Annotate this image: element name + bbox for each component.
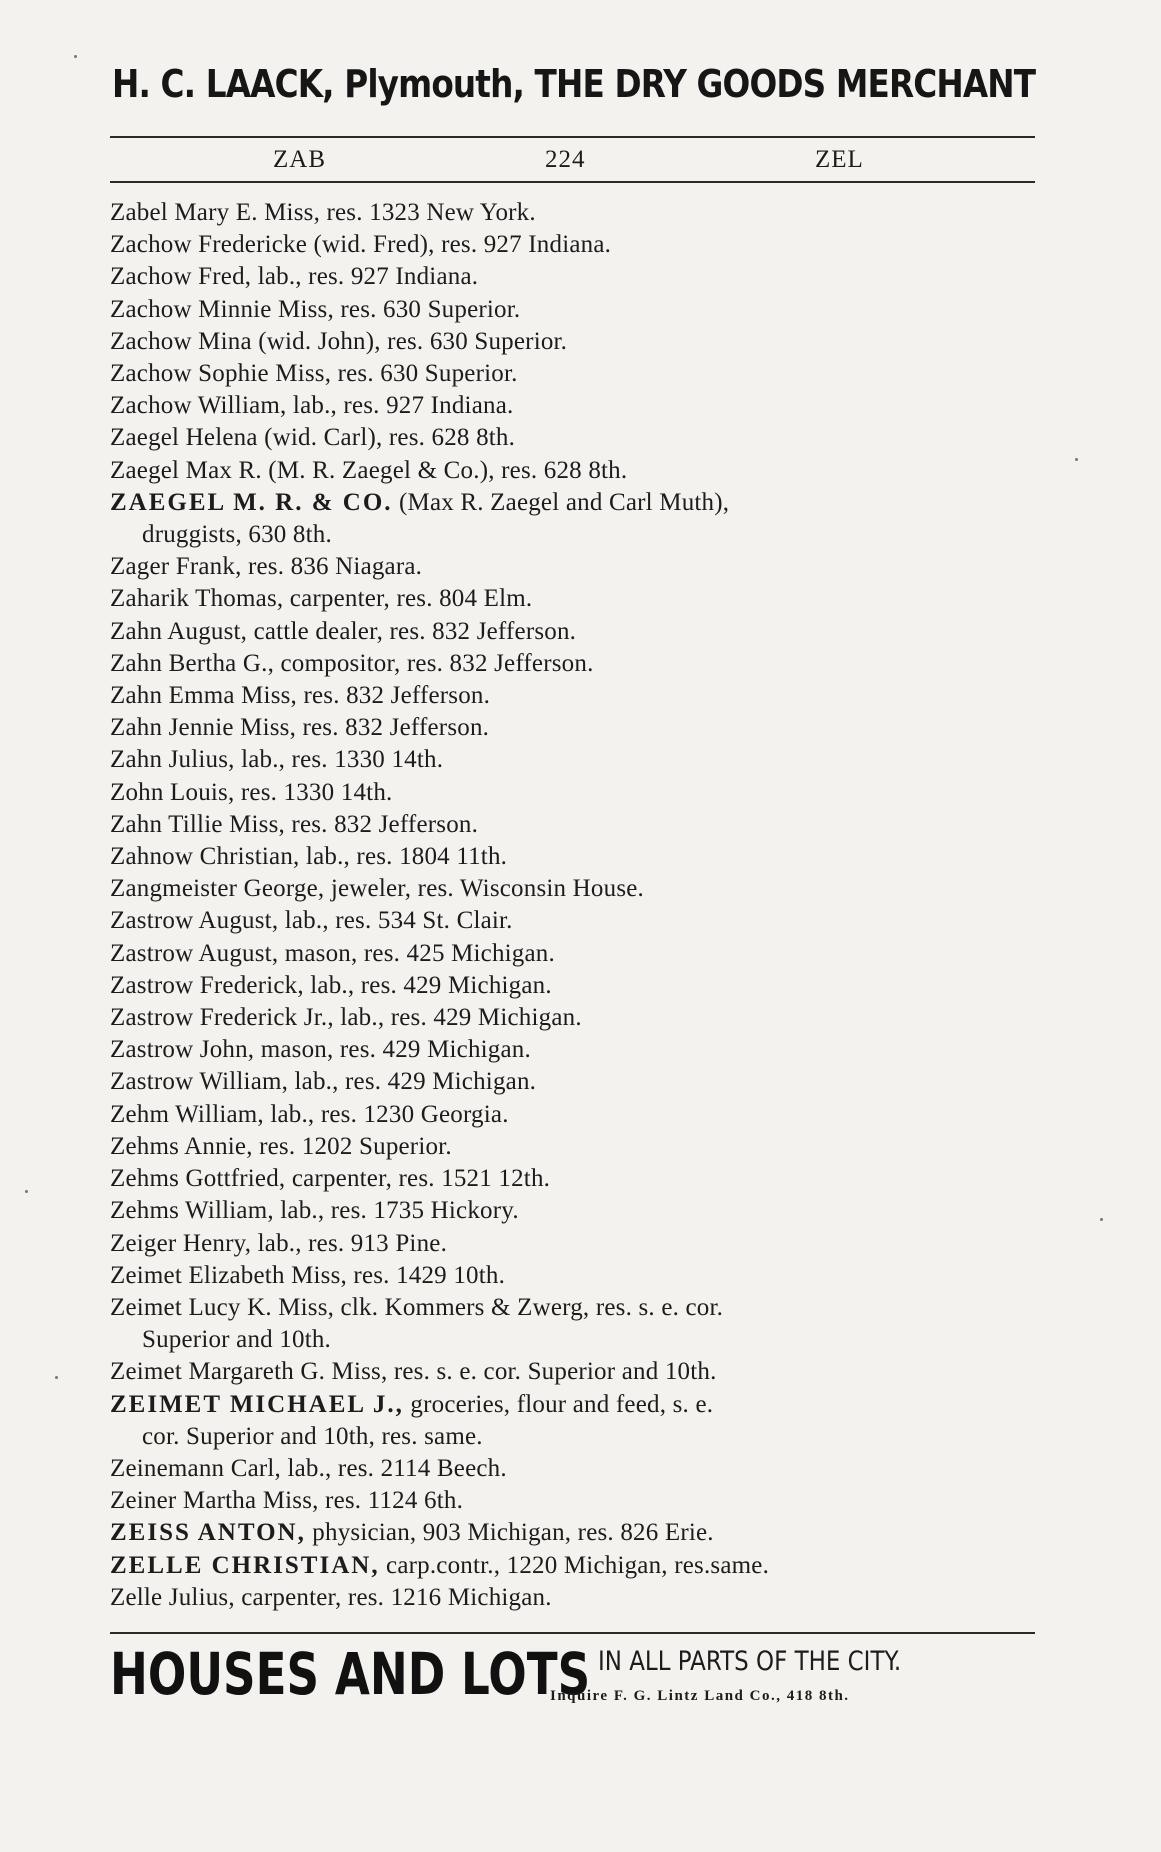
entry-text: Zahn Jennie Miss, res. 832 Jefferson. xyxy=(110,714,490,742)
directory-entry xyxy=(110,1002,1045,1034)
entry-line xyxy=(110,197,1045,229)
directory-entry xyxy=(110,1099,1045,1131)
directory-entry xyxy=(110,841,1045,873)
directory-entry xyxy=(110,197,1045,229)
entry-text: Zaharik Thomas, carpenter, res. 804 Elm. xyxy=(110,585,533,613)
entry-line xyxy=(110,1163,1045,1195)
entry-text: Zastrow Frederick Jr., lab., res. 429 Michigan. xyxy=(110,1004,582,1032)
footer-inquire: Inquire F. G. Lintz Land Co., 418 8th. xyxy=(550,1688,850,1704)
entry-text: Zeimet Elizabeth Miss, res. 1429 10th. xyxy=(110,1261,506,1289)
entry-line xyxy=(110,261,1045,293)
entry-business-name: ZEISS ANTON, xyxy=(110,1519,306,1547)
entry-line xyxy=(110,809,1045,841)
directory-entry xyxy=(110,261,1045,293)
entry-text: Zastrow William, lab., res. 429 Michigan. xyxy=(110,1068,537,1096)
entry-text: Zager Frank, res. 836 Niagara. xyxy=(110,553,423,581)
entry-line xyxy=(110,455,1045,487)
entry-line xyxy=(110,938,1045,970)
entry-line xyxy=(110,1356,1045,1388)
running-head-right: ZEL xyxy=(815,146,864,173)
entry-line xyxy=(110,1453,1045,1485)
footer-advertisement xyxy=(110,1640,1045,1720)
entry-line xyxy=(110,422,1045,454)
entry-line xyxy=(110,583,1045,615)
running-head-rule xyxy=(110,181,1035,183)
entry-text: carp.contr., 1220 Michigan, res.same. xyxy=(379,1551,770,1579)
directory-entry xyxy=(110,487,1045,551)
entry-text: Zahnow Christian, lab., res. 1804 11th. xyxy=(110,843,508,871)
entry-line xyxy=(110,970,1045,1002)
entry-text: Zelle Julius, carpenter, res. 1216 Michigan. xyxy=(110,1583,552,1611)
directory-entry xyxy=(110,1228,1045,1260)
directory-entry xyxy=(110,551,1045,583)
entry-line xyxy=(110,1195,1045,1227)
entry-line xyxy=(110,487,1045,519)
directory-entry xyxy=(110,1131,1045,1163)
entry-line xyxy=(110,1131,1045,1163)
entry-line xyxy=(110,294,1045,326)
entry-continuation: cor. Superior and 10th, res. same. xyxy=(142,1422,483,1450)
running-head xyxy=(110,146,1035,176)
entry-text: Zastrow August, mason, res. 425 Michigan. xyxy=(110,939,555,967)
header-rule xyxy=(110,136,1035,138)
running-head-left: ZAB xyxy=(273,146,326,173)
entry-text: (Max R. Zaegel and Carl Muth), xyxy=(392,488,730,516)
entry-text: physician, 903 Michigan, res. 826 Erie. xyxy=(305,1519,714,1547)
entry-text: Zehms Annie, res. 1202 Superior. xyxy=(110,1132,452,1160)
directory-entry xyxy=(110,712,1045,744)
entry-line xyxy=(110,1034,1045,1066)
entry-line xyxy=(110,744,1045,776)
entry-continuation: Superior and 10th. xyxy=(142,1326,331,1354)
entry-line xyxy=(110,358,1045,390)
entry-text: Zastrow Frederick, lab., res. 429 Michigan. xyxy=(110,971,552,999)
entry-line xyxy=(110,873,1045,905)
directory-entry xyxy=(110,294,1045,326)
directory-entry xyxy=(110,616,1045,648)
entry-text: Zachow Mina (wid. John), res. 630 Superior. xyxy=(110,327,568,355)
directory-entry xyxy=(110,1517,1045,1549)
entry-text: Zachow Fred, lab., res. 927 Indiana. xyxy=(110,263,479,291)
entry-text: Zaegel Max R. (M. R. Zaegel & Co.), res. 628 8th. xyxy=(110,456,628,484)
directory-entry xyxy=(110,809,1045,841)
entry-line xyxy=(110,1550,1045,1582)
directory-entry xyxy=(110,583,1045,615)
entry-line xyxy=(110,777,1045,809)
directory-entry xyxy=(110,905,1045,937)
entry-text: Zachow William, lab., res. 927 Indiana. xyxy=(110,392,514,420)
entry-text: Zachow Fredericke (wid. Fred), res. 927 Indiana. xyxy=(110,231,612,259)
entry-text: Zeimet Margareth G. Miss, res. s. e. cor. Superior and 10th. xyxy=(110,1358,717,1386)
entry-text: Zabel Mary E. Miss, res. 1323 New York. xyxy=(110,199,536,226)
entry-text: Zangmeister George, jeweler, res. Wisconsin House. xyxy=(110,875,644,903)
directory-entry xyxy=(110,1163,1045,1195)
entry-line xyxy=(110,648,1045,680)
directory-entry xyxy=(110,680,1045,712)
entry-business-name: ZAEGEL M. R. & CO. xyxy=(110,488,393,516)
entry-text: Zeimet Lucy K. Miss, clk. Kommers & Zwerg, res. s. e. cor. xyxy=(110,1293,724,1321)
directory-entry xyxy=(110,358,1045,390)
entry-line xyxy=(110,905,1045,937)
entry-text: Zehms Gottfried, carpenter, res. 1521 12th. xyxy=(110,1165,551,1193)
entry-line xyxy=(110,841,1045,873)
entry-text: Zahn Bertha G., compositor, res. 832 Jefferson. xyxy=(110,649,594,677)
directory-entry xyxy=(110,326,1045,358)
directory-entry xyxy=(110,648,1045,680)
entry-text: Zaegel Helena (wid. Carl), res. 628 8th. xyxy=(110,424,516,452)
directory-entry xyxy=(110,1582,1045,1614)
directory-entry xyxy=(110,1356,1045,1388)
entry-line xyxy=(110,326,1045,358)
entry-line xyxy=(110,1002,1045,1034)
entry-line xyxy=(110,1485,1045,1517)
entry-text: Zachow Sophie Miss, res. 630 Superior. xyxy=(110,360,518,388)
entry-continuation: druggists, 630 8th. xyxy=(142,521,332,549)
entry-line xyxy=(110,1517,1045,1549)
directory-entry xyxy=(110,970,1045,1002)
paper-speck xyxy=(74,55,77,58)
entry-text: Zahn Tillie Miss, res. 832 Jefferson. xyxy=(110,810,479,838)
directory-entry xyxy=(110,390,1045,422)
entry-line xyxy=(110,229,1045,261)
entry-text: Zachow Minnie Miss, res. 630 Superior. xyxy=(110,295,521,323)
entry-business-name: ZEIMET MICHAEL J., xyxy=(110,1390,404,1418)
entry-line xyxy=(110,1066,1045,1098)
entry-line xyxy=(110,551,1045,583)
entry-line xyxy=(110,1228,1045,1260)
footer-headline: HOUSES AND LOTS xyxy=(110,1640,591,1708)
directory-entry xyxy=(110,744,1045,776)
entry-text: Zahn Julius, lab., res. 1330 14th. xyxy=(110,746,444,774)
directory-entry xyxy=(110,1066,1045,1098)
footer-tagline: IN ALL PARTS OF THE CITY. xyxy=(598,1646,902,1677)
directory-entry xyxy=(110,1389,1045,1453)
entry-text: Zahn Emma Miss, res. 832 Jefferson. xyxy=(110,682,491,710)
entry-text: Zehm William, lab., res. 1230 Georgia. xyxy=(110,1100,509,1128)
directory-entry xyxy=(110,422,1045,454)
entry-text: Zastrow August, lab., res. 534 St. Clair. xyxy=(110,907,513,935)
entry-line xyxy=(110,1389,1045,1421)
entry-text: Zeinemann Carl, lab., res. 2114 Beech. xyxy=(110,1454,507,1482)
directory-entry xyxy=(110,1453,1045,1485)
directory-entry xyxy=(110,1292,1045,1356)
entry-line xyxy=(110,680,1045,712)
entry-line xyxy=(110,1099,1045,1131)
entry-line xyxy=(110,1292,1045,1324)
entry-line xyxy=(110,1260,1045,1292)
directory-entry xyxy=(110,229,1045,261)
paper-speck xyxy=(25,1190,28,1193)
page-number: 224 xyxy=(545,146,586,173)
entry-text: Zeiger Henry, lab., res. 913 Pine. xyxy=(110,1229,448,1257)
directory-entry xyxy=(110,777,1045,809)
paper-speck xyxy=(55,1376,58,1379)
entry-line xyxy=(110,390,1045,422)
directory-entry xyxy=(110,938,1045,970)
entry-text: Zahn August, cattle dealer, res. 832 Jefferson. xyxy=(110,617,577,645)
entry-line xyxy=(110,616,1045,648)
header-advertisement: H. C. LAACK, Plymouth, THE DRY GOODS MERCHANT xyxy=(112,62,1036,106)
directory-entry xyxy=(110,1550,1045,1582)
entry-business-name: ZELLE CHRISTIAN, xyxy=(110,1551,380,1579)
directory-entry xyxy=(110,455,1045,487)
paper-speck xyxy=(1100,1218,1103,1221)
directory-entry xyxy=(110,1195,1045,1227)
paper-speck xyxy=(1075,458,1078,461)
directory-entries xyxy=(110,197,1045,1614)
entry-text: Zeiner Martha Miss, res. 1124 6th. xyxy=(110,1487,464,1515)
entry-text: Zohn Louis, res. 1330 14th. xyxy=(110,778,393,806)
footer-rule xyxy=(110,1632,1035,1634)
directory-entry xyxy=(110,873,1045,905)
entry-line xyxy=(110,1582,1045,1614)
entry-text: groceries, flour and feed, s. e. xyxy=(403,1390,714,1418)
entry-line xyxy=(110,712,1045,744)
entry-text: Zehms William, lab., res. 1735 Hickory. xyxy=(110,1197,519,1225)
directory-entry xyxy=(110,1034,1045,1066)
entry-text: Zastrow John, mason, res. 429 Michigan. xyxy=(110,1036,531,1064)
directory-entry xyxy=(110,1260,1045,1292)
directory-entry xyxy=(110,1485,1045,1517)
